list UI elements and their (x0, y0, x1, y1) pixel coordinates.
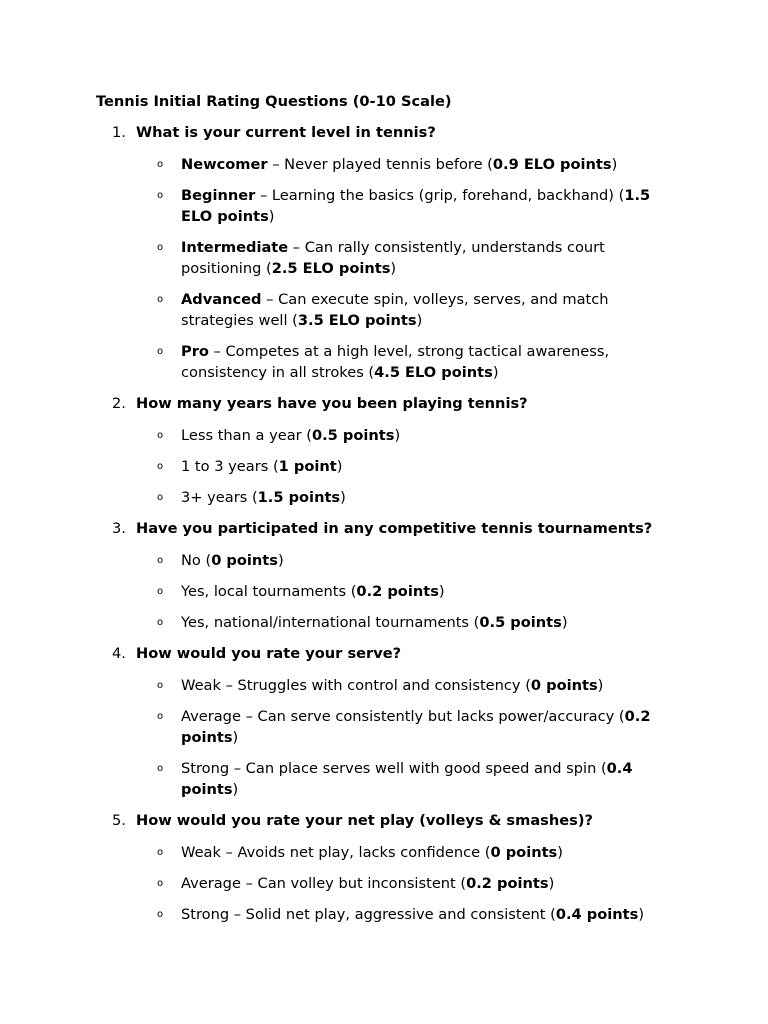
option-close-paren: ) (597, 677, 604, 694)
bullet-icon: o (157, 555, 164, 566)
option-description: Weak – Struggles with control and consistency ( (181, 677, 531, 694)
option-label: Intermediate (181, 239, 289, 256)
question-text: How many years have you been playing tennis? (136, 395, 528, 412)
option-description: Yes, national/international tournaments ( (181, 614, 480, 631)
bullet-icon: o (157, 294, 164, 305)
option-close-paren: ) (416, 312, 423, 329)
option-description: – Learning the basics (grip, forehand, backhand) ( (255, 187, 625, 204)
question-item (96, 123, 676, 383)
option-points: 0.4 points (555, 906, 639, 923)
bullet-icon: o (157, 586, 164, 597)
option-item (136, 612, 676, 633)
option-label: Beginner (181, 187, 256, 204)
option-close-paren: ) (394, 427, 401, 444)
option-points: 0.2 points (356, 583, 439, 600)
question-number: 3. (112, 520, 126, 537)
bullet-icon: o (157, 346, 164, 357)
option-close-paren: ) (340, 489, 346, 506)
option-item (136, 873, 676, 894)
document-page (96, 92, 676, 936)
option-points: 4.5 ELO points (374, 364, 493, 381)
option-close-paren: ) (548, 875, 555, 892)
bullet-icon: o (157, 617, 164, 628)
option-points: 0 points (490, 844, 558, 861)
bullet-icon: o (157, 430, 164, 441)
question-text: Have you participated in any competitive tennis tournaments? (136, 520, 653, 537)
option-close-paren: ) (390, 260, 397, 277)
option-close-paren: ) (336, 458, 343, 475)
option-list (136, 842, 676, 925)
option-description: – Never played tennis before ( (267, 156, 493, 173)
option-close-paren: ) (232, 729, 239, 746)
option-close-paren: ) (561, 614, 568, 631)
bullet-icon: o (157, 159, 164, 170)
option-points: 0.2 points (466, 875, 549, 892)
option-label: Advanced (181, 291, 262, 308)
option-close-paren: ) (638, 906, 645, 923)
option-points: 0.4 points (181, 760, 633, 798)
option-item (136, 842, 676, 863)
bullet-icon: o (157, 680, 164, 691)
option-points: 0.9 ELO points (492, 156, 612, 173)
option-close-paren: ) (277, 552, 284, 569)
bullet-icon: o (157, 492, 164, 503)
option-description: No ( (181, 552, 212, 569)
option-item (136, 237, 676, 279)
option-description: Strong – Solid net play, aggressive and consistent ( (181, 906, 556, 923)
question-list (96, 123, 676, 925)
option-close-paren: ) (611, 156, 618, 173)
option-item (136, 289, 676, 331)
option-points: 3.5 ELO points (297, 312, 417, 329)
option-points: 0 points (530, 677, 598, 694)
option-points: 2.5 ELO points (271, 260, 391, 277)
option-item (136, 487, 676, 508)
option-item (136, 154, 676, 175)
question-text: What is your current level in tennis? (136, 124, 436, 141)
option-label: Newcomer (181, 156, 268, 173)
option-description: 3+ years ( (181, 489, 258, 506)
option-item (136, 550, 676, 571)
bullet-icon: o (157, 878, 164, 889)
option-points: 0.5 points (479, 614, 562, 631)
option-list (136, 425, 676, 508)
question-number: 5. (112, 812, 126, 829)
question-item (96, 394, 676, 508)
bullet-icon: o (157, 461, 164, 472)
question-number: 2. (112, 395, 126, 412)
option-item (136, 185, 676, 227)
option-description: Yes, local tournaments ( (181, 583, 357, 600)
option-points: 0.5 points (311, 427, 395, 444)
option-list (136, 675, 676, 800)
option-list (136, 550, 676, 633)
option-item (136, 706, 676, 748)
question-number: 4. (112, 645, 126, 662)
option-close-paren: ) (268, 208, 275, 225)
option-points: 1.5 points (257, 489, 341, 506)
option-item (136, 675, 676, 696)
question-item (96, 811, 676, 925)
option-points: 0.2 points (181, 708, 651, 746)
option-description: – Competes at a high level, strong tactical awareness, consistency in all strokes ( (181, 343, 610, 381)
bullet-icon: o (157, 909, 164, 920)
question-item (96, 519, 676, 633)
bullet-icon: o (157, 711, 164, 722)
option-description: 1 to 3 years ( (181, 458, 279, 475)
option-item (136, 904, 676, 925)
question-text: How would you rate your net play (volleys & smashes)? (136, 812, 593, 829)
option-item (136, 758, 676, 800)
option-description: Less than a year ( (181, 427, 312, 444)
bullet-icon: o (157, 847, 164, 858)
option-description: – Can execute spin, volleys, serves, and match strategies well ( (181, 291, 609, 329)
option-close-paren: ) (438, 583, 445, 600)
option-item (136, 341, 676, 383)
option-description: Average – Can serve consistently but lacks power/accuracy ( (181, 708, 625, 725)
document-title: Tennis Initial Rating Questions (0-10 Scale) (96, 93, 452, 110)
option-description: Strong – Can place serves well with good speed and spin ( (181, 760, 607, 777)
question-text: How would you rate your serve? (136, 645, 402, 662)
option-item (136, 425, 676, 446)
option-points: 0 points (211, 552, 278, 569)
option-item (136, 456, 676, 477)
option-points: 1.5 ELO points (181, 187, 651, 225)
option-description: Average – Can volley but inconsistent ( (181, 875, 467, 892)
option-description: Weak – Avoids net play, lacks confidence ( (181, 844, 491, 861)
option-description: – Can rally consistently, understands court positioning ( (181, 239, 605, 277)
option-points: 1 point (278, 458, 337, 475)
option-close-paren: ) (492, 364, 499, 381)
bullet-icon: o (157, 190, 164, 201)
bullet-icon: o (157, 242, 164, 253)
option-label: Pro (181, 343, 209, 360)
option-close-paren: ) (557, 844, 563, 861)
question-number: 1. (112, 124, 126, 141)
option-item (136, 581, 676, 602)
option-close-paren: ) (232, 781, 239, 798)
bullet-icon: o (157, 763, 164, 774)
option-list (136, 154, 676, 383)
question-item (96, 644, 676, 800)
